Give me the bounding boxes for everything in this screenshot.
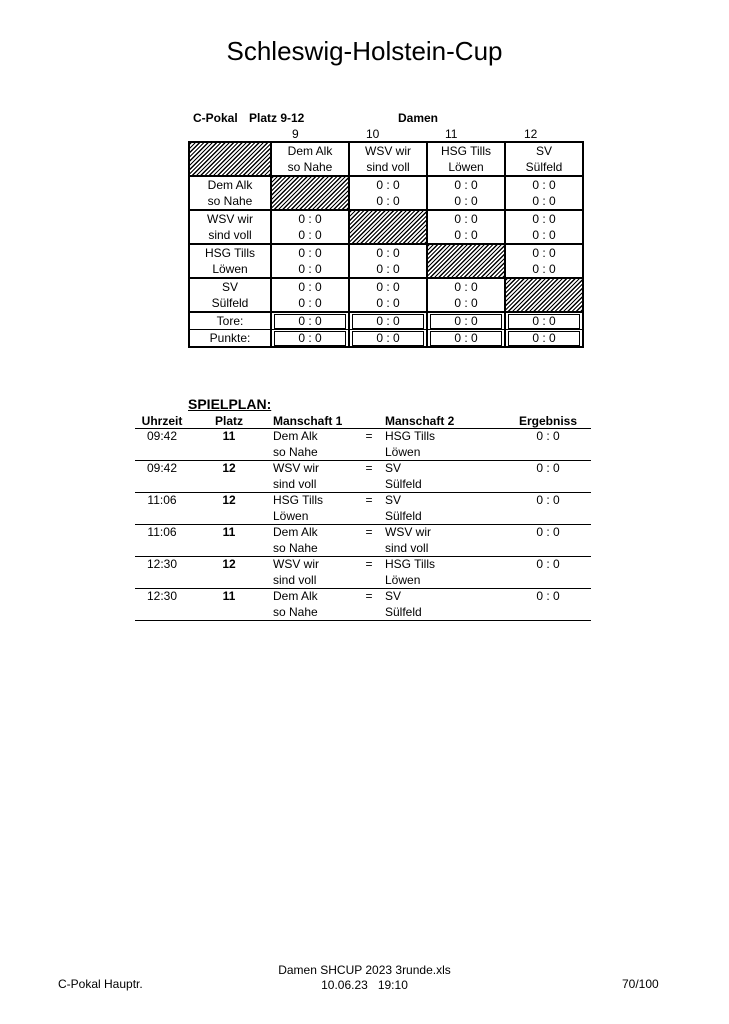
team-row [189,210,583,244]
game-row [135,429,591,461]
punkte-cell: 0 : 0 [427,330,505,348]
score-cell: 0 : 0 0 : 0 [505,210,583,244]
game-row [135,493,591,525]
game-result: 0 : 0 [505,493,591,525]
header-team-2: Manschaft 2 [381,414,505,429]
game-platz: 12 [189,557,269,589]
header-spacer [357,414,381,429]
game-equals: = [357,461,381,493]
header-time: Uhrzeit [135,414,189,429]
footer-file-name: Damen SHCUP 2023 3runde.xls [278,963,451,977]
header-result: Ergebniss [505,414,591,429]
game-platz: 11 [189,589,269,621]
game-team-2: SV Sülfeld [381,589,505,621]
row-team-label: HSG Tills Löwen [189,244,271,278]
score-cell: 0 : 0 0 : 0 [271,244,349,278]
punkte-cell: 0 : 0 [349,330,427,348]
tore-cell: 0 : 0 [271,312,349,330]
column-team-header: WSV wir sind voll [349,142,427,176]
header-platz: Platz [189,414,269,429]
game-result: 0 : 0 [505,589,591,621]
game-time: 09:42 [135,461,189,493]
spielplan-title: SPIELPLAN: [188,396,272,412]
team-row [189,244,583,278]
game-row [135,589,591,621]
game-equals: = [357,525,381,557]
game-row [135,461,591,493]
self-hatch-cell [349,210,427,244]
punkte-label: Punkte: [189,330,271,348]
tore-cell: 0 : 0 [427,312,505,330]
column-number: 11 [445,127,458,141]
game-result: 0 : 0 [505,557,591,589]
team-row [189,278,583,312]
game-row [135,557,591,589]
game-time: 11:06 [135,493,189,525]
column-team-header: SV Sülfeld [505,142,583,176]
score-cell: 0 : 0 0 : 0 [427,176,505,210]
platz-range-label: Platz 9-12 [249,111,305,125]
tore-row [189,312,583,330]
self-hatch-cell [505,278,583,312]
footer-page-number: 70/100 [622,977,659,991]
score-cell: 0 : 0 0 : 0 [505,176,583,210]
column-number: 12 [524,127,538,141]
game-equals: = [357,493,381,525]
self-hatch-cell [271,176,349,210]
self-hatch-cell [427,244,505,278]
row-team-label: SV Sülfeld [189,278,271,312]
header-team-1: Manschaft 1 [269,414,357,429]
game-team-2: SV Sülfeld [381,493,505,525]
score-cell: 0 : 0 0 : 0 [505,244,583,278]
game-team-2: HSG Tills Löwen [381,557,505,589]
column-number: 9 [292,127,299,141]
score-cell: 0 : 0 0 : 0 [427,210,505,244]
tore-label: Tore: [189,312,271,330]
game-platz: 11 [189,525,269,557]
competition-label: C-Pokal [193,111,238,125]
game-result: 0 : 0 [505,525,591,557]
score-cell: 0 : 0 0 : 0 [271,278,349,312]
punkte-cell: 0 : 0 [271,330,349,348]
game-team-1: Dem Alk so Nahe [269,589,357,621]
footer-sheet-name: C-Pokal Hauptr. [58,977,143,991]
game-team-1: WSV wir sind voll [269,461,357,493]
game-team-1: HSG Tills Löwen [269,493,357,525]
column-team-header: HSG Tills Löwen [427,142,505,176]
game-team-2: HSG Tills Löwen [381,429,505,461]
footer-date: 10.06.23 19:10 [321,978,408,992]
score-cell: 0 : 0 0 : 0 [427,278,505,312]
cross-table [188,141,584,348]
category-label: Damen [398,111,439,125]
game-team-1: Dem Alk so Nahe [269,429,357,461]
column-number: 10 [366,127,380,141]
game-result: 0 : 0 [505,461,591,493]
game-platz: 12 [189,493,269,525]
game-equals: = [357,589,381,621]
punkte-cell: 0 : 0 [505,330,583,348]
game-time: 12:30 [135,557,189,589]
tore-cell: 0 : 0 [349,312,427,330]
score-cell: 0 : 0 0 : 0 [349,278,427,312]
game-time: 11:06 [135,525,189,557]
game-equals: = [357,429,381,461]
score-cell: 0 : 0 0 : 0 [271,210,349,244]
game-team-2: WSV wir sind voll [381,525,505,557]
row-team-label: WSV wir sind voll [189,210,271,244]
game-team-2: SV Sülfeld [381,461,505,493]
score-cell: 0 : 0 0 : 0 [349,244,427,278]
corner-hatch-cell [189,142,271,176]
game-platz: 12 [189,461,269,493]
score-cell: 0 : 0 0 : 0 [349,176,427,210]
game-row [135,525,591,557]
game-platz: 11 [189,429,269,461]
game-team-1: WSV wir sind voll [269,557,357,589]
game-time: 09:42 [135,429,189,461]
game-result: 0 : 0 [505,429,591,461]
spielplan-table [135,414,591,621]
punkte-row [189,330,583,348]
row-team-label: Dem Alk so Nahe [189,176,271,210]
column-team-header: Dem Alk so Nahe [271,142,349,176]
game-equals: = [357,557,381,589]
game-time: 12:30 [135,589,189,621]
game-team-1: Dem Alk so Nahe [269,525,357,557]
team-row [189,176,583,210]
page-title: Schleswig-Holstein-Cup [226,36,503,66]
tore-cell: 0 : 0 [505,312,583,330]
